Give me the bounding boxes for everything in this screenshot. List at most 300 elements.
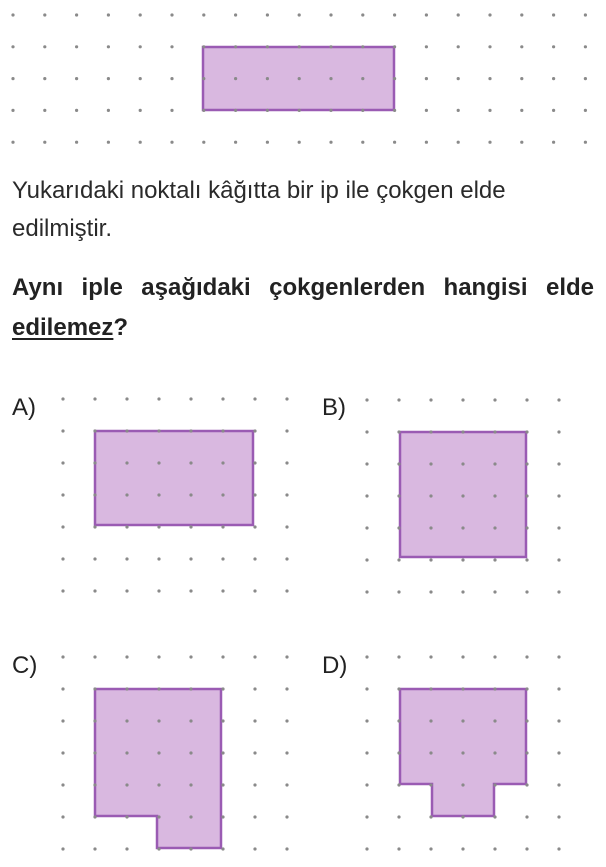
grid-dot — [557, 462, 560, 465]
grid-dot — [221, 687, 224, 690]
grid-dot — [125, 815, 128, 818]
grid-dot — [157, 429, 160, 432]
grid-dot — [189, 783, 192, 786]
grid-dot — [189, 847, 192, 850]
grid-dot — [125, 557, 128, 560]
grid-dot — [61, 397, 64, 400]
grid-dot — [365, 558, 368, 561]
grid-dot — [253, 493, 256, 496]
grid-dot — [557, 430, 560, 433]
grid-dot — [429, 783, 432, 786]
grid-dot — [285, 589, 288, 592]
grid-dot — [525, 783, 528, 786]
grid-dot — [461, 462, 464, 465]
grid-dot — [43, 45, 46, 48]
grid-dot — [75, 13, 78, 16]
grid-dot — [189, 525, 192, 528]
grid-dot — [125, 655, 128, 658]
grid-dot — [125, 687, 128, 690]
grid-dot — [202, 109, 205, 112]
grid-dot — [61, 429, 64, 432]
grid-dot — [189, 397, 192, 400]
grid-dot — [266, 141, 269, 144]
grid-dot — [253, 557, 256, 560]
grid-dot — [107, 77, 110, 80]
grid-dot — [125, 751, 128, 754]
grid-dot — [557, 815, 560, 818]
grid-dot — [493, 494, 496, 497]
grid-dot — [429, 526, 432, 529]
grid-dot — [189, 719, 192, 722]
grid-dot — [107, 109, 110, 112]
grid-dot — [397, 462, 400, 465]
grid-dot — [557, 526, 560, 529]
grid-dot — [139, 45, 142, 48]
grid-dot — [397, 655, 400, 658]
grid-dot — [457, 77, 460, 80]
grid-dot — [493, 815, 496, 818]
grid-dot — [285, 429, 288, 432]
grid-dot — [202, 13, 205, 16]
grid-dot — [189, 493, 192, 496]
grid-dot — [457, 141, 460, 144]
grid-dot — [125, 493, 128, 496]
grid-dot — [461, 783, 464, 786]
grid-dot — [393, 141, 396, 144]
question-part1: Aynı iple aşağıdaki çokgenlerden hangisi elde — [12, 274, 594, 301]
grid-dot — [285, 719, 288, 722]
grid-dot — [393, 13, 396, 16]
grid-dot — [584, 13, 587, 16]
grid-dot — [11, 77, 14, 80]
grid-dot — [429, 687, 432, 690]
grid-dot — [298, 13, 301, 16]
grid-dot — [93, 589, 96, 592]
grid-dot — [253, 719, 256, 722]
grid-dot — [221, 525, 224, 528]
grid-dot — [285, 493, 288, 496]
option-b-label[interactable]: B) — [322, 394, 346, 421]
grid-dot — [139, 109, 142, 112]
grid-dot — [221, 655, 224, 658]
grid-dot — [221, 557, 224, 560]
grid-dot — [552, 77, 555, 80]
grid-dot — [189, 589, 192, 592]
grid-dot — [429, 719, 432, 722]
grid-dot — [461, 815, 464, 818]
grid-dot — [584, 109, 587, 112]
grid-dot — [493, 783, 496, 786]
grid-dot — [107, 141, 110, 144]
grid-dot — [461, 526, 464, 529]
grid-dot — [61, 815, 64, 818]
grid-dot — [365, 430, 368, 433]
grid-dot — [393, 45, 396, 48]
grid-dot — [43, 13, 46, 16]
grid-dot — [298, 77, 301, 80]
grid-dot — [202, 77, 205, 80]
grid-dot — [429, 494, 432, 497]
grid-dot — [93, 751, 96, 754]
grid-dot — [253, 655, 256, 658]
grid-dot — [234, 13, 237, 16]
grid-dot — [170, 109, 173, 112]
grid-dot — [520, 109, 523, 112]
grid-dot — [189, 557, 192, 560]
grid-dot — [234, 109, 237, 112]
grid-dot — [266, 77, 269, 80]
grid-dot — [365, 687, 368, 690]
grid-dot — [157, 687, 160, 690]
grid-dot — [75, 45, 78, 48]
grid-dot — [557, 398, 560, 401]
grid-dot — [365, 462, 368, 465]
grid-dot — [488, 13, 491, 16]
grid-dot — [429, 847, 432, 850]
option-c-label[interactable]: C) — [12, 652, 38, 679]
grid-dot — [253, 751, 256, 754]
grid-dot — [557, 847, 560, 850]
grid-dot — [397, 783, 400, 786]
grid-dot — [429, 655, 432, 658]
grid-dot — [365, 526, 368, 529]
grid-dot — [520, 45, 523, 48]
grid-dot — [61, 783, 64, 786]
grid-dot — [365, 494, 368, 497]
grid-dot — [75, 77, 78, 80]
grid-dot — [107, 45, 110, 48]
grid-dot — [584, 77, 587, 80]
grid-dot — [429, 590, 432, 593]
grid-dot — [493, 398, 496, 401]
grid-dot — [557, 751, 560, 754]
grid-dot — [170, 13, 173, 16]
grid-dot — [170, 77, 173, 80]
grid-dot — [429, 815, 432, 818]
grid-dot — [125, 461, 128, 464]
grid-dot — [253, 687, 256, 690]
grid-dot — [525, 751, 528, 754]
grid-dot — [488, 109, 491, 112]
grid-dot — [253, 783, 256, 786]
grid-dot — [365, 751, 368, 754]
grid-dot — [93, 687, 96, 690]
grid-dot — [125, 525, 128, 528]
grid-dot — [43, 109, 46, 112]
grid-dot — [93, 525, 96, 528]
grid-dot — [557, 655, 560, 658]
grid-dot — [361, 45, 364, 48]
grid-dot — [393, 109, 396, 112]
grid-dot — [11, 109, 14, 112]
grid-dot — [253, 847, 256, 850]
grid-dot — [425, 77, 428, 80]
grid-dot — [493, 590, 496, 593]
grid-dot — [61, 847, 64, 850]
grid-dot — [329, 141, 332, 144]
grid-dot — [125, 397, 128, 400]
option-d-dot-grid — [365, 655, 560, 850]
grid-dot — [365, 783, 368, 786]
grid-dot — [425, 45, 428, 48]
grid-dot — [557, 558, 560, 561]
grid-dot — [285, 655, 288, 658]
grid-dot — [397, 687, 400, 690]
grid-dot — [429, 462, 432, 465]
grid-dot — [157, 815, 160, 818]
grid-dot — [93, 655, 96, 658]
grid-dot — [93, 815, 96, 818]
grid-dot — [93, 783, 96, 786]
grid-dot — [11, 45, 14, 48]
grid-dot — [429, 398, 432, 401]
grid-dot — [285, 815, 288, 818]
grid-dot — [189, 815, 192, 818]
grid-dot — [298, 45, 301, 48]
grid-dot — [75, 141, 78, 144]
grid-dot — [557, 494, 560, 497]
grid-dot — [552, 109, 555, 112]
grid-dot — [170, 45, 173, 48]
grid-dot — [525, 558, 528, 561]
grid-dot — [107, 13, 110, 16]
grid-dot — [234, 45, 237, 48]
grid-dot — [461, 719, 464, 722]
grid-dot — [552, 141, 555, 144]
grid-dot — [525, 847, 528, 850]
grid-dot — [525, 815, 528, 818]
grid-dot — [221, 783, 224, 786]
grid-dot — [461, 590, 464, 593]
intro-text: Yukarıdaki noktalı kâğıtta bir ip ile çokgen elde edilmiştir. — [12, 177, 506, 242]
grid-dot — [584, 141, 587, 144]
grid-dot — [557, 783, 560, 786]
grid-dot — [493, 430, 496, 433]
grid-dot — [125, 847, 128, 850]
grid-dot — [189, 461, 192, 464]
grid-dot — [221, 397, 224, 400]
grid-dot — [557, 687, 560, 690]
grid-dot — [221, 751, 224, 754]
grid-dot — [125, 783, 128, 786]
grid-dot — [525, 719, 528, 722]
grid-dot — [61, 655, 64, 658]
grid-dot — [61, 687, 64, 690]
grid-dot — [61, 461, 64, 464]
grid-dot — [397, 494, 400, 497]
grid-dot — [157, 461, 160, 464]
grid-dot — [329, 109, 332, 112]
option-a-shape — [95, 431, 253, 525]
grid-dot — [397, 815, 400, 818]
grid-dot — [329, 77, 332, 80]
top-dot-grid — [11, 13, 587, 143]
grid-dot — [221, 493, 224, 496]
grid-dot — [493, 655, 496, 658]
grid-dot — [397, 719, 400, 722]
grid-dot — [11, 141, 14, 144]
grid-dot — [457, 45, 460, 48]
grid-dot — [234, 141, 237, 144]
grid-dot — [93, 557, 96, 560]
grid-dot — [93, 847, 96, 850]
grid-dot — [493, 526, 496, 529]
grid-dot — [329, 13, 332, 16]
grid-dot — [157, 397, 160, 400]
grid-dot — [266, 13, 269, 16]
grid-dot — [525, 430, 528, 433]
grid-dot — [488, 77, 491, 80]
grid-dot — [557, 719, 560, 722]
grid-dot — [253, 461, 256, 464]
grid-dot — [253, 397, 256, 400]
grid-dot — [493, 687, 496, 690]
grid-dot — [43, 77, 46, 80]
grid-dot — [461, 558, 464, 561]
grid-dot — [61, 589, 64, 592]
grid-dot — [285, 557, 288, 560]
grid-dot — [488, 141, 491, 144]
grid-dot — [285, 783, 288, 786]
grid-dot — [525, 590, 528, 593]
grid-dot — [221, 719, 224, 722]
grid-dot — [365, 815, 368, 818]
grid-dot — [329, 45, 332, 48]
grid-dot — [298, 109, 301, 112]
grid-dot — [298, 141, 301, 144]
grid-dot — [125, 719, 128, 722]
grid-dot — [221, 461, 224, 464]
option-d-label[interactable]: D) — [322, 652, 348, 679]
grid-dot — [253, 525, 256, 528]
grid-dot — [139, 13, 142, 16]
grid-dot — [429, 558, 432, 561]
grid-dot — [61, 557, 64, 560]
grid-dot — [125, 429, 128, 432]
grid-dot — [75, 109, 78, 112]
grid-dot — [61, 493, 64, 496]
grid-dot — [493, 751, 496, 754]
grid-dot — [520, 13, 523, 16]
grid-dot — [202, 45, 205, 48]
grid-dot — [365, 847, 368, 850]
grid-dot — [365, 590, 368, 593]
grid-dot — [221, 589, 224, 592]
grid-dot — [361, 13, 364, 16]
grid-dot — [365, 719, 368, 722]
grid-dot — [461, 751, 464, 754]
grid-dot — [425, 141, 428, 144]
grid-dot — [461, 687, 464, 690]
grid-dot — [221, 815, 224, 818]
grid-dot — [557, 590, 560, 593]
grid-dot — [488, 45, 491, 48]
grid-dot — [285, 397, 288, 400]
grid-dot — [461, 655, 464, 658]
grid-dot — [361, 109, 364, 112]
grid-dot — [157, 525, 160, 528]
grid-dot — [525, 526, 528, 529]
option-c-shape — [95, 689, 221, 848]
grid-dot — [285, 525, 288, 528]
grid-dot — [125, 589, 128, 592]
grid-dot — [552, 45, 555, 48]
grid-dot — [93, 719, 96, 722]
grid-dot — [457, 13, 460, 16]
grid-dot — [461, 430, 464, 433]
grid-dot — [285, 461, 288, 464]
grid-dot — [157, 557, 160, 560]
grid-dot — [397, 430, 400, 433]
grid-dot — [189, 751, 192, 754]
option-a-label[interactable]: A) — [12, 394, 36, 421]
grid-dot — [93, 493, 96, 496]
grid-dot — [189, 429, 192, 432]
grid-dot — [157, 847, 160, 850]
grid-dot — [157, 493, 160, 496]
grid-dot — [202, 141, 205, 144]
grid-dot — [93, 461, 96, 464]
grid-dot — [253, 815, 256, 818]
grid-dot — [461, 494, 464, 497]
grid-dot — [285, 751, 288, 754]
grid-dot — [157, 655, 160, 658]
option-b-dot-grid — [365, 398, 560, 593]
grid-dot — [61, 751, 64, 754]
grid-dot — [157, 589, 160, 592]
grid-dot — [584, 45, 587, 48]
grid-dot — [493, 462, 496, 465]
grid-dot — [266, 45, 269, 48]
grid-dot — [139, 141, 142, 144]
grid-dot — [493, 558, 496, 561]
question-text — [12, 268, 594, 348]
grid-dot — [61, 719, 64, 722]
grid-dot — [552, 13, 555, 16]
grid-dot — [266, 109, 269, 112]
grid-dot — [157, 719, 160, 722]
grid-dot — [189, 687, 192, 690]
grid-dot — [157, 751, 160, 754]
grid-dot — [365, 655, 368, 658]
grid-dot — [285, 687, 288, 690]
grid-dot — [189, 655, 192, 658]
grid-dot — [397, 751, 400, 754]
grid-dot — [221, 847, 224, 850]
grid-dot — [457, 109, 460, 112]
grid-dot — [397, 398, 400, 401]
question-emphasis: edilemez — [12, 314, 114, 341]
grid-dot — [429, 430, 432, 433]
grid-dot — [429, 751, 432, 754]
grid-dot — [285, 847, 288, 850]
grid-dot — [365, 398, 368, 401]
grid-dot — [425, 109, 428, 112]
grid-dot — [397, 847, 400, 850]
grid-dot — [170, 141, 173, 144]
grid-dot — [234, 77, 237, 80]
grid-dot — [393, 77, 396, 80]
grid-dot — [493, 719, 496, 722]
grid-dot — [61, 525, 64, 528]
grid-dot — [221, 429, 224, 432]
grid-dot — [361, 77, 364, 80]
grid-dot — [43, 141, 46, 144]
grid-dot — [157, 783, 160, 786]
grid-dot — [525, 494, 528, 497]
grid-dot — [361, 141, 364, 144]
grid-dot — [525, 687, 528, 690]
